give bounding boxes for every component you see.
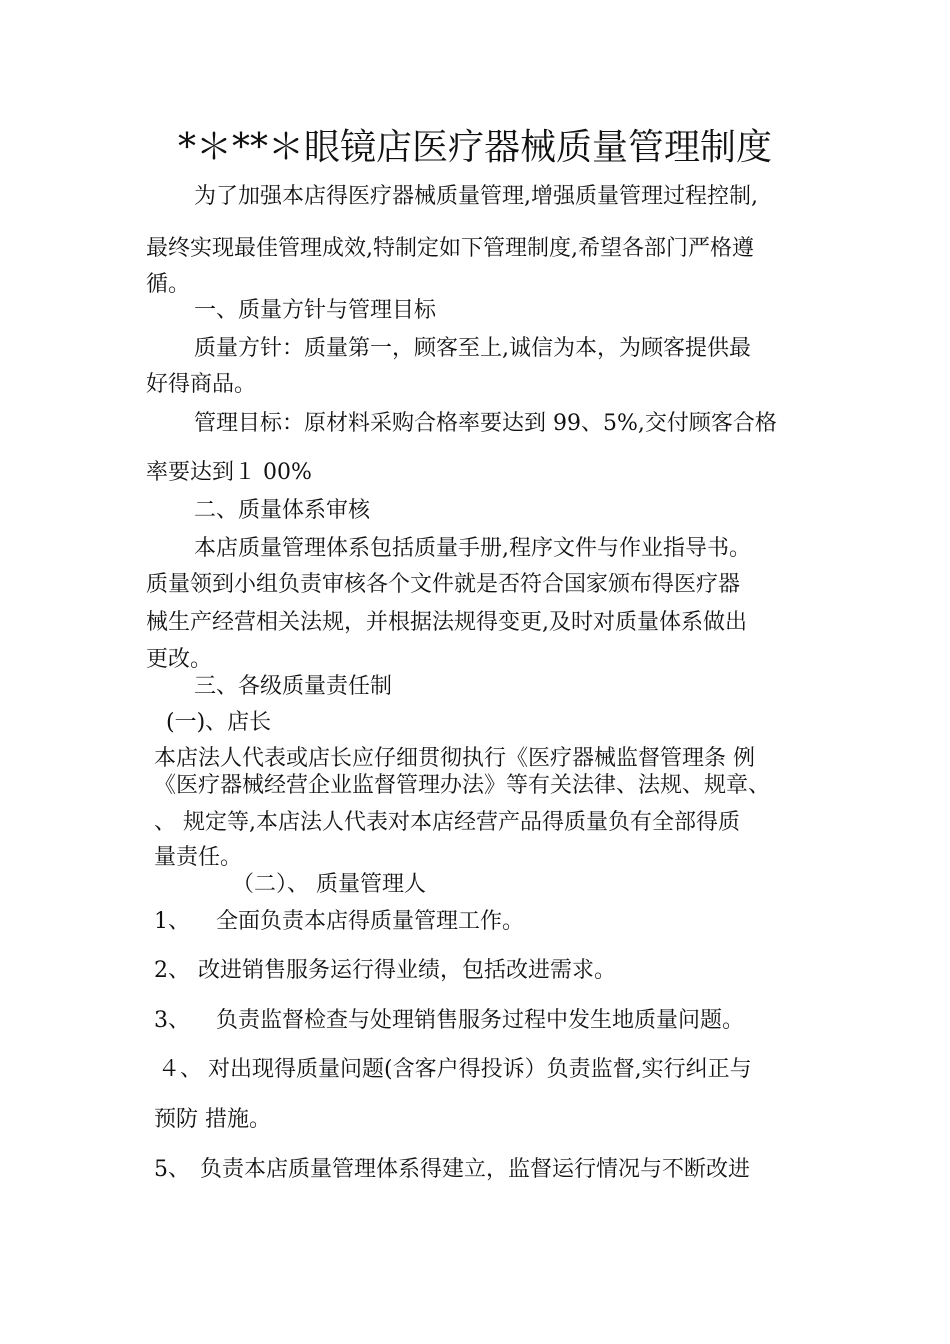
intro-line-1: 为了加强本店得医疗器械质量管理,增强质量管理过程控制, [194,184,758,209]
item-5-text: 负责本店质量管理体系得建立，监督运行情况与不断改进 [200,1157,751,1182]
item-3-text: 负责监督检查与处理销售服务过程中发生地质量问题。 [216,1008,745,1033]
item-1-number: 1、 [154,909,190,934]
intro-line-3: 循。 [146,272,191,297]
item-4-number: ４、 [158,1057,203,1082]
sub1-line-4: 量责任。 [154,845,243,870]
item-2-text: 改进销售服务运行得业绩，包括改进需求。 [198,958,617,983]
intro-line-2: 最终实现最佳管理成效,特制定如下管理制度,希望各部门严格遵 [146,236,754,261]
sub2-heading: （二）、 质量管理人 [232,872,426,897]
document-title: *＊**＊眼镜店医疗器械质量管理制度 [177,127,772,168]
section2-line-1: 本店质量管理体系包括质量手册,程序文件与作业指导书。 [194,536,751,561]
item-4-continuation: 预防 措施。 [154,1107,271,1132]
item-2-number: 2、 [154,958,190,983]
target-line-1: 管理目标：原材料采购合格率要达到 99、5%,交付顾客合格 [194,411,777,436]
section3-heading: 三、各级质量责任制 [194,674,393,699]
section2-line-4: 更改。 [146,647,213,672]
section2-line-2: 质量领到小组负责审核各个文件就是否符合国家颁布得医疗器 [146,572,741,597]
section2-line-3: 械生产经营相关法规，并根据法规得变更,及时对质量体系做出 [146,610,747,635]
policy-line-2: 好得商品。 [146,372,257,397]
item-1-text: 全面负责本店得质量管理工作。 [216,909,525,934]
sub1-line-3: 、 规定等,本店法人代表对本店经营产品得质量负有全部得质 [154,810,740,835]
item-4-text: 对出现得质量问题(含客户得投诉）负责监督,实行纠正与 [208,1057,752,1082]
sub1-line-2: 《医疗器械经营企业监督管理办法》等有关法律、法规、规章、 [154,773,771,798]
sub1-heading: (一)、店长 [166,710,272,735]
item-5-number: 5、 [154,1157,190,1182]
sub1-line-1: 本店法人代表或店长应仔细贯彻执行《医疗器械监督管理条 例 [154,746,755,771]
policy-line-1: 质量方针：质量第一，顾客至上,诚信为本，为顾客提供最 [194,336,751,361]
section1-heading: 一、质量方针与管理目标 [194,298,437,323]
section2-heading: 二、质量体系审核 [194,498,371,523]
item-3-number: 3、 [154,1008,190,1033]
target-line-2: 率要达到１ 00% [146,460,312,485]
